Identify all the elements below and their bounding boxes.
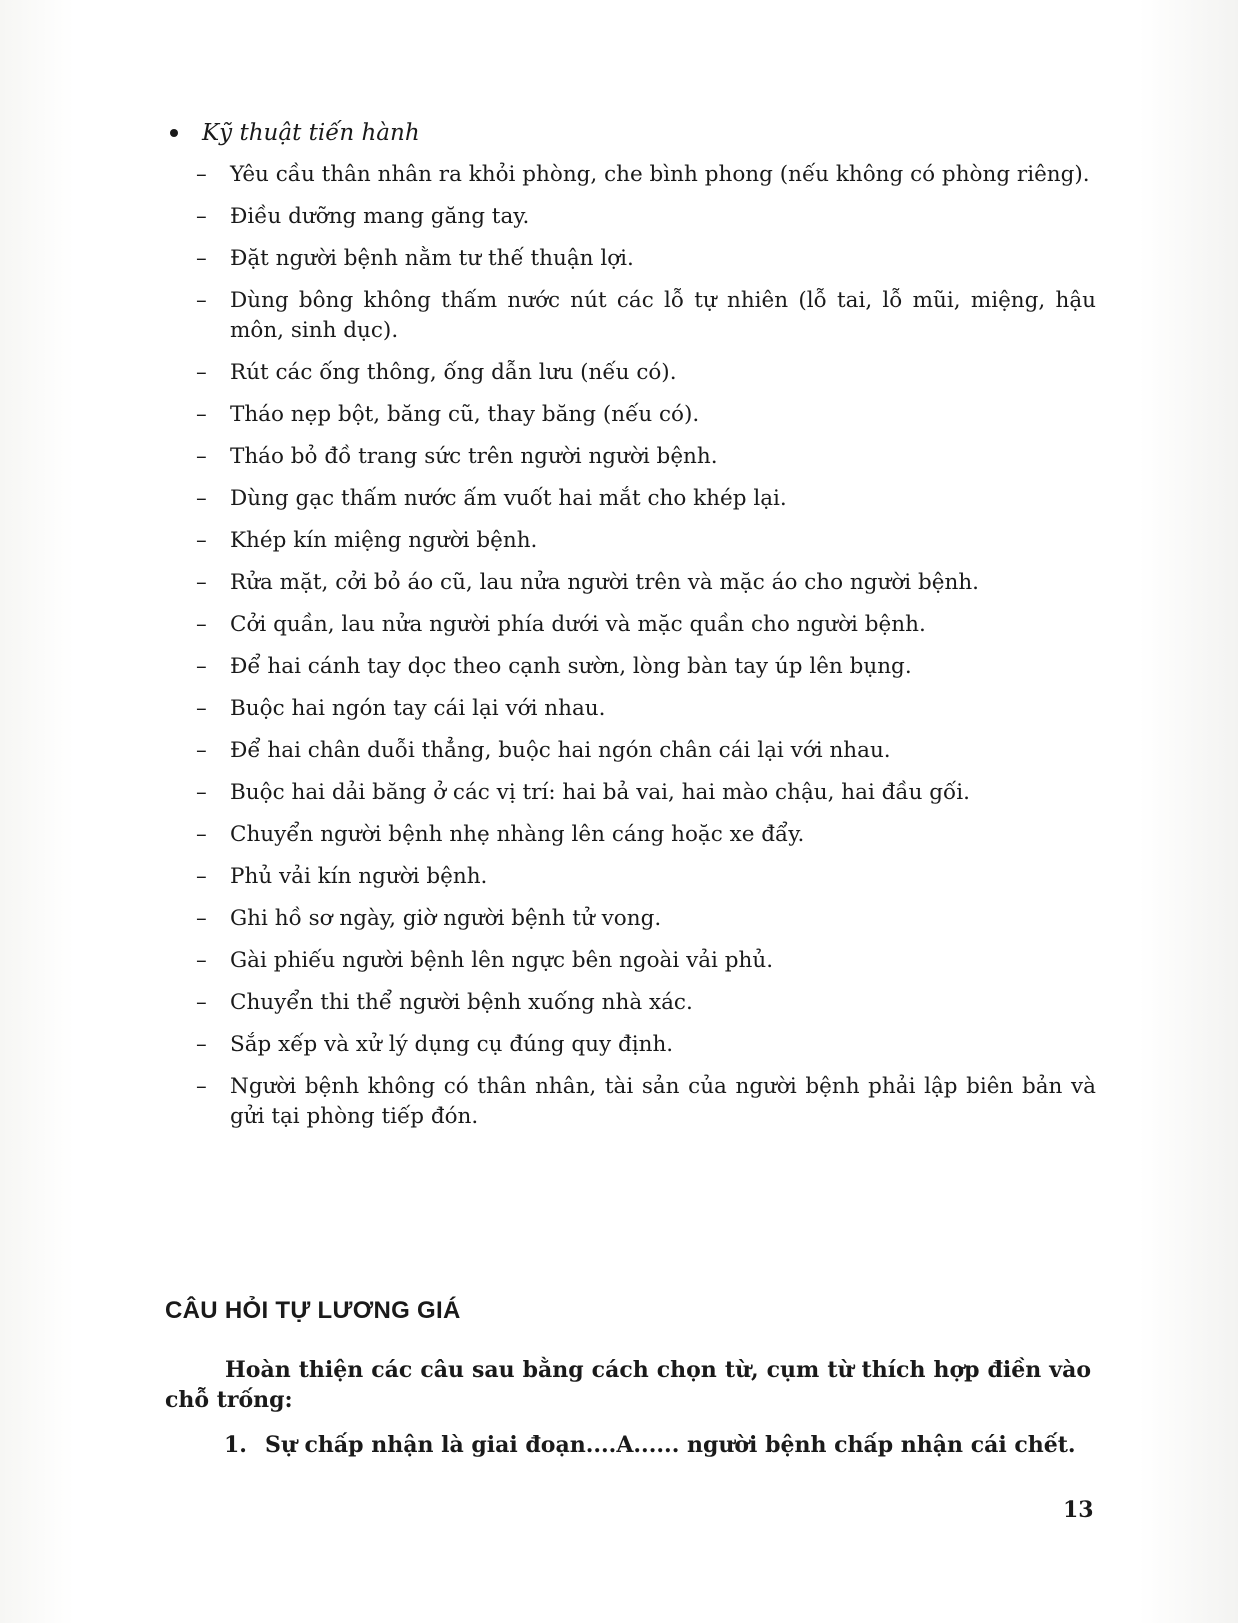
procedure-step: – Yêu cầu thân nhân ra khỏi phòng, che bình phong (nếu không có phòng riêng).	[196, 160, 1096, 190]
procedure-step: – Gài phiếu người bệnh lên ngực bên ngoài vải phủ.	[196, 946, 1096, 976]
section-heading-text: Kỹ thuật tiến hành	[202, 120, 420, 146]
procedure-step: – Chuyển thi thể người bệnh xuống nhà xác.	[196, 988, 1096, 1018]
procedure-steps-list	[196, 160, 1096, 1144]
procedure-step-text: Khép kín miệng người bệnh.	[230, 528, 538, 553]
page-number: 13	[1063, 1497, 1094, 1523]
procedure-step-text: Người bệnh không có thân nhân, tài sản của người bệnh phải lập biên bản và gửi tại phòng tiếp đón.	[230, 1074, 1096, 1129]
procedure-step: – Tháo nẹp bột, băng cũ, thay băng (nếu có).	[196, 400, 1096, 430]
bullet-point	[170, 129, 178, 137]
self-assessment-instructions: Hoàn thiện các câu sau bằng cách chọn từ, cụm từ thích hợp điền vào chỗ trống:	[165, 1357, 1091, 1413]
procedure-step-text: Sắp xếp và xử lý dụng cụ đúng quy định.	[230, 1032, 674, 1057]
procedure-step-text: Chuyển người bệnh nhẹ nhàng lên cáng hoặc xe đẩy.	[230, 822, 805, 847]
question-number: 1.	[224, 1432, 247, 1458]
procedure-step-text: Để hai chân duỗi thẳng, buộc hai ngón chân cái lại với nhau.	[230, 738, 891, 763]
procedure-step: – Khép kín miệng người bệnh.	[196, 526, 1096, 556]
procedure-step-text: Đặt người bệnh nằm tư thế thuận lợi.	[230, 246, 634, 271]
procedure-step: – Dùng bông không thấm nước nút các lỗ tự nhiên (lỗ tai, lỗ mũi, miệng, hậu môn, sinh dục).	[196, 286, 1096, 346]
procedure-step: – Đặt người bệnh nằm tư thế thuận lợi.	[196, 244, 1096, 274]
procedure-step: – Tháo bỏ đồ trang sức trên người người bệnh.	[196, 442, 1096, 472]
question-item	[224, 1432, 1076, 1458]
procedure-step-text: Buộc hai ngón tay cái lại với nhau.	[230, 696, 606, 721]
procedure-step: – Người bệnh không có thân nhân, tài sản của người bệnh phải lập biên bản và gửi tại phòng tiếp đón.	[196, 1072, 1096, 1132]
procedure-step: – Cởi quần, lau nửa người phía dưới và mặc quần cho người bệnh.	[196, 610, 1096, 640]
procedure-step-text: Tháo bỏ đồ trang sức trên người người bệnh.	[230, 444, 718, 469]
procedure-step: – Buộc hai dải băng ở các vị trí: hai bả vai, hai mào chậu, hai đầu gối.	[196, 778, 1096, 808]
procedure-step-text: Điều dưỡng mang găng tay.	[230, 204, 530, 229]
section-heading	[170, 120, 420, 146]
procedure-step-text: Dùng bông không thấm nước nút các lỗ tự nhiên (lỗ tai, lỗ mũi, miệng, hậu môn, sinh dục).	[230, 288, 1096, 343]
procedure-step: – Điều dưỡng mang găng tay.	[196, 202, 1096, 232]
procedure-step: – Dùng gạc thấm nước ấm vuốt hai mắt cho khép lại.	[196, 484, 1096, 514]
question-text: Sự chấp nhận là giai đoạn....A...... người bệnh chấp nhận cái chết.	[264, 1432, 1076, 1458]
procedure-step: – Rửa mặt, cởi bỏ áo cũ, lau nửa người trên và mặc áo cho người bệnh.	[196, 568, 1096, 598]
procedure-step-text: Phủ vải kín người bệnh.	[230, 864, 488, 889]
procedure-step-text: Rút các ống thông, ống dẫn lưu (nếu có).	[230, 360, 677, 385]
procedure-step: – Chuyển người bệnh nhẹ nhàng lên cáng hoặc xe đẩy.	[196, 820, 1096, 850]
procedure-step-text: Chuyển thi thể người bệnh xuống nhà xác.	[230, 990, 693, 1015]
procedure-step: – Để hai chân duỗi thẳng, buộc hai ngón chân cái lại với nhau.	[196, 736, 1096, 766]
procedure-step: – Để hai cánh tay dọc theo cạnh sườn, lòng bàn tay úp lên bụng.	[196, 652, 1096, 682]
procedure-step-text: Yêu cầu thân nhân ra khỏi phòng, che bình phong (nếu không có phòng riêng).	[230, 162, 1090, 187]
procedure-step-text: Rửa mặt, cởi bỏ áo cũ, lau nửa người trên và mặc áo cho người bệnh.	[230, 570, 980, 595]
procedure-step: – Rút các ống thông, ống dẫn lưu (nếu có).	[196, 358, 1096, 388]
procedure-step-text: Cởi quần, lau nửa người phía dưới và mặc quần cho người bệnh.	[230, 612, 926, 637]
procedure-step-text: Dùng gạc thấm nước ấm vuốt hai mắt cho khép lại.	[230, 486, 787, 511]
procedure-step: – Buộc hai ngón tay cái lại với nhau.	[196, 694, 1096, 724]
procedure-step-text: Tháo nẹp bột, băng cũ, thay băng (nếu có).	[230, 402, 700, 427]
procedure-step: – Phủ vải kín người bệnh.	[196, 862, 1096, 892]
procedure-step: – Sắp xếp và xử lý dụng cụ đúng quy định.	[196, 1030, 1096, 1060]
self-assessment-heading: CÂU HỎI TỰ LƯƠNG GIÁ	[165, 1297, 461, 1324]
procedure-step-text: Buộc hai dải băng ở các vị trí: hai bả vai, hai mào chậu, hai đầu gối.	[230, 780, 970, 805]
procedure-step-text: Ghi hồ sơ ngày, giờ người bệnh tử vong.	[230, 906, 662, 931]
procedure-step: – Ghi hồ sơ ngày, giờ người bệnh tử vong.	[196, 904, 1096, 934]
procedure-step-text: Để hai cánh tay dọc theo cạnh sườn, lòng bàn tay úp lên bụng.	[230, 654, 912, 679]
procedure-step-text: Gài phiếu người bệnh lên ngực bên ngoài vải phủ.	[230, 948, 774, 973]
